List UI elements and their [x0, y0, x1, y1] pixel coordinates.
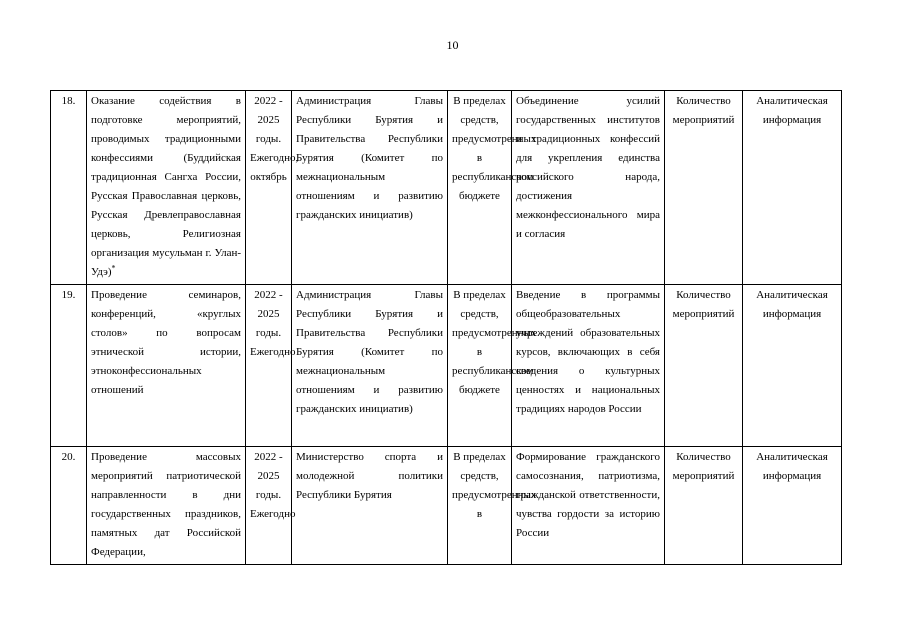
expected-result: Введение в программы общеобразовательных учреждений образовательных курсов, включающих в себя сведения о культурных ценностях и национальных традициях народов России — [512, 285, 665, 447]
row-number: 19. — [51, 285, 87, 447]
indicator: Количество мероприятий — [665, 447, 743, 565]
executor: Администрация Главы Республики Бурятия и Правительства Республики Бурятия (Комитет по межнациональным отношениям и развитию гражданских инициатив) — [292, 91, 448, 285]
funding-source: В пределах средств, предусмотренных в — [448, 447, 512, 565]
funding-source: В пределах средств, предусмотренных в республиканском бюджете — [448, 285, 512, 447]
expected-result: Объединение усилий государственных институтов и традиционных конфессий для укрепления единства российского народа, достижения межконфессионального мира и согласия — [512, 91, 665, 285]
event-text: Проведение семинаров, конференций, «круглых столов» по вопросам этнической истории, этноконфессиональных отношений — [91, 289, 241, 396]
period: 2022 - 2025 годы. Ежегодно — [246, 447, 292, 565]
expected-result: Формирование гражданского самосознания, патриотизма, гражданской ответственности, чувства гордости за историю России — [512, 447, 665, 565]
report-form: Аналитическая информация — [743, 91, 842, 285]
event-name — [87, 91, 246, 285]
table-row — [51, 285, 842, 447]
activity-plan-table — [50, 90, 842, 565]
executor: Администрация Главы Республики Бурятия и Правительства Республики Бурятия (Комитет по межнациональным отношениям и развитию гражданских инициатив) — [292, 285, 448, 447]
executor: Министерство спорта и молодежной политики Республики Бурятия — [292, 447, 448, 565]
event-text: Проведение массовых мероприятий патриотической направленности в дни государственных праздников, памятных дат Российской Федерации, — [91, 451, 241, 558]
event-name — [87, 447, 246, 565]
funding-source: В пределах средств, предусмотренных в республиканском бюджете — [448, 91, 512, 285]
report-form: Аналитическая информация — [743, 285, 842, 447]
indicator: Количество мероприятий — [665, 285, 743, 447]
page-number: 10 — [446, 38, 459, 52]
event-text: Оказание содействия в подготовке мероприятий, проводимых традиционными конфессиями (Буддийская традиционная Сангха России, Русская Православная церковь, Русская Древлеправославная церковь, Религиозная организация мусульман г. Улан-Удэ) — [91, 95, 241, 278]
indicator: Количество мероприятий — [665, 91, 743, 285]
event-name — [87, 285, 246, 447]
period: 2022 - 2025 годы. Ежегодно, октябрь — [246, 91, 292, 285]
table-row — [51, 447, 842, 565]
report-form: Аналитическая информация — [743, 447, 842, 565]
period: 2022 - 2025 годы. Ежегодно — [246, 285, 292, 447]
row-number: 20. — [51, 447, 87, 565]
footnote-mark: * — [111, 263, 116, 273]
row-number: 18. — [51, 91, 87, 285]
table-row — [51, 91, 842, 285]
